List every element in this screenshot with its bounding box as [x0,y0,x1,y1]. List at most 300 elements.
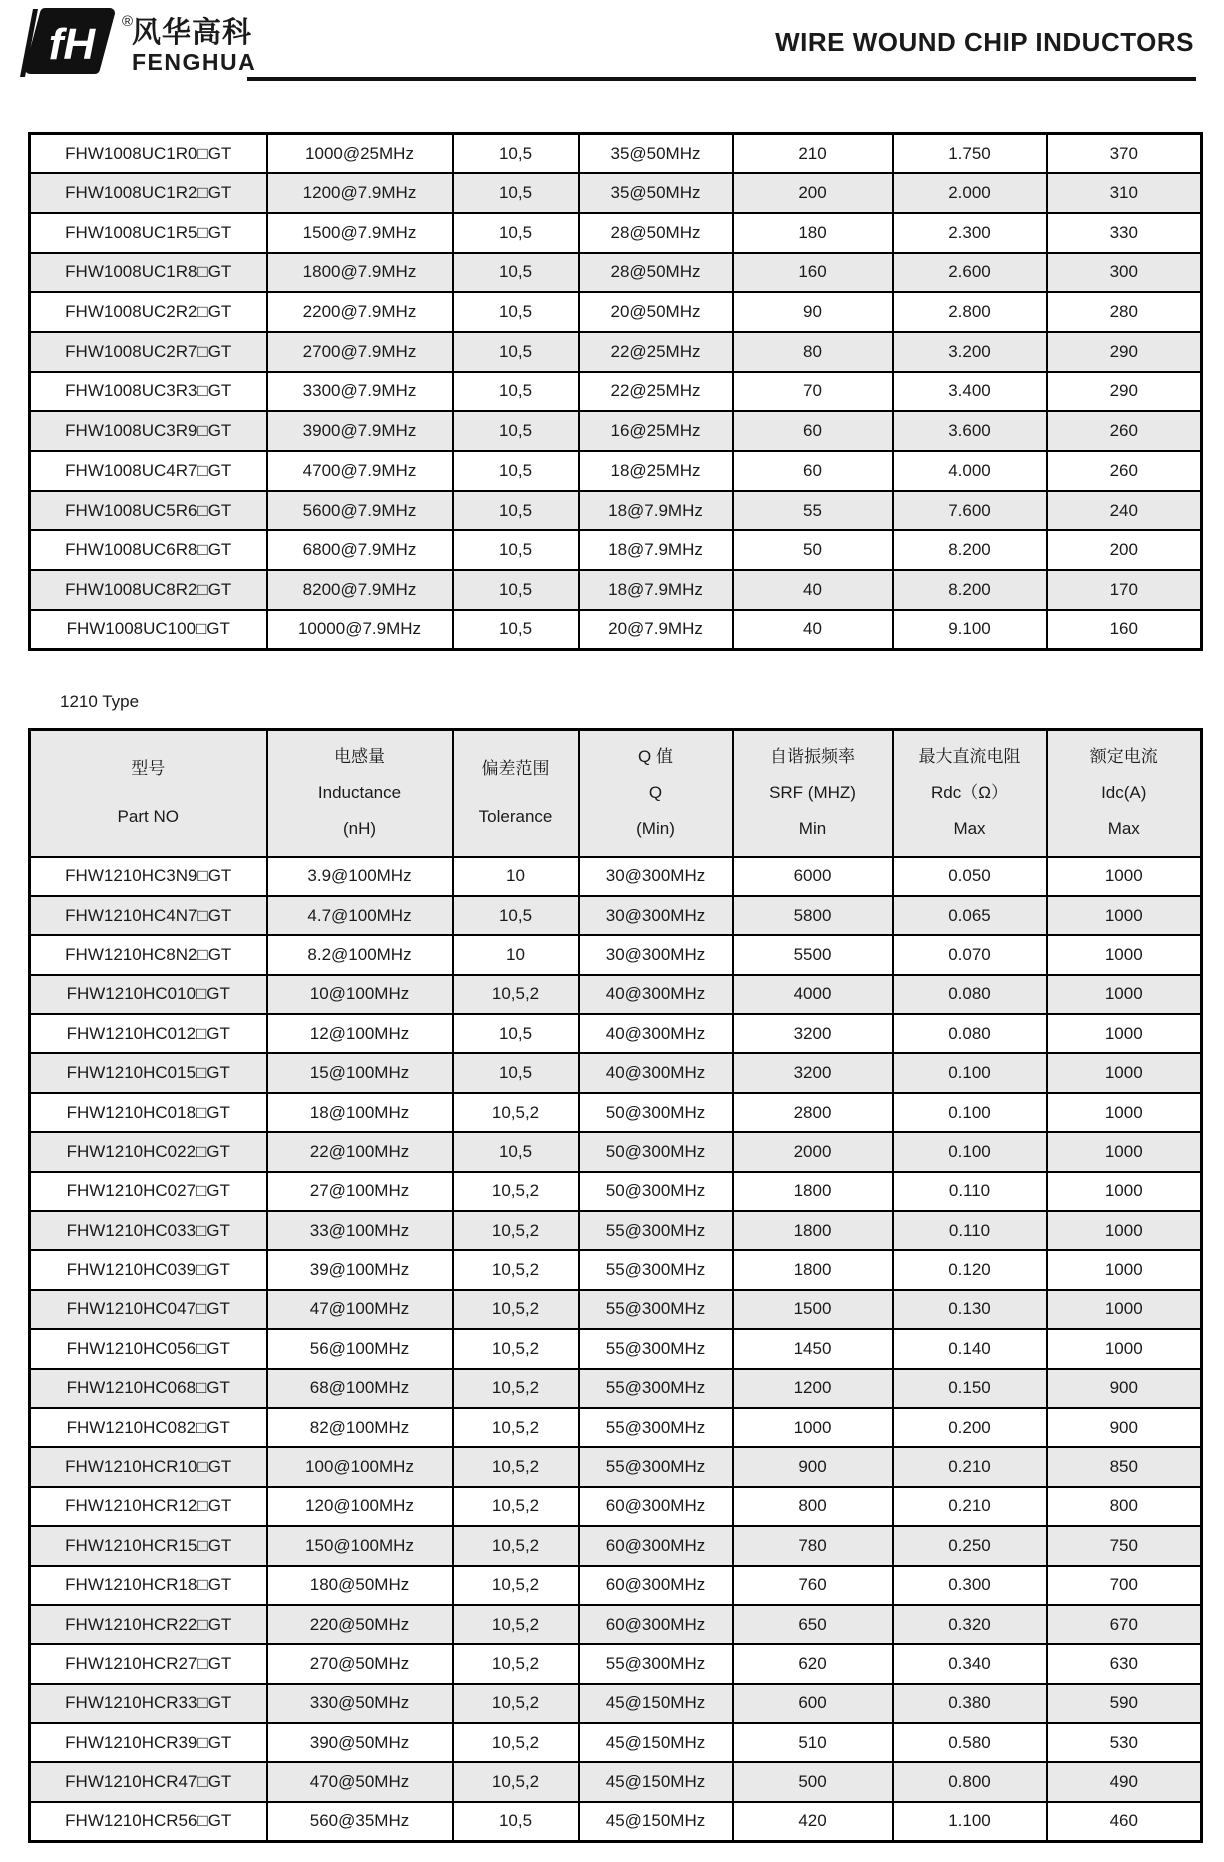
cell-col5: 6000 [733,857,893,896]
column-header-line: Inductance [317,783,402,803]
cell-col2: 100@100MHz [267,1447,453,1486]
cell-col6: 0.100 [893,1132,1047,1171]
cell-col6: 4.000 [893,451,1047,491]
cell-col2: 12@100MHz [267,1014,453,1053]
cell-col7: 900 [1047,1369,1202,1408]
cell-col2: 47@100MHz [267,1290,453,1329]
cell-col1: FHW1210HCR33□GT [30,1684,267,1723]
cell-col2: 18@100MHz [267,1093,453,1132]
cell-col7: 260 [1047,451,1202,491]
cell-col4: 40@300MHz [579,975,733,1014]
cell-col5: 50 [733,530,893,570]
table-1210-body [30,857,1202,1842]
cell-col4: 60@300MHz [579,1487,733,1526]
cell-col1: FHW1008UC4R7□GT [30,451,267,491]
column-header-line: 最大直流电阻 [918,747,1021,767]
cell-col5: 1500 [733,1290,893,1329]
cell-col3: 10,5 [453,570,579,610]
column-header-line: Max [953,818,986,838]
table-row [30,253,1202,293]
cell-col2: 10000@7.9MHz [267,610,453,650]
cell-col4: 45@150MHz [579,1684,733,1723]
cell-col5: 1800 [733,1250,893,1289]
cell-col6: 2.600 [893,253,1047,293]
cell-col7: 800 [1047,1487,1202,1526]
column-header-line: Min [798,818,827,838]
cell-col5: 2000 [733,1132,893,1171]
cell-col3: 10,5,2 [453,1329,579,1368]
table-row [30,1290,1202,1329]
cell-col2: 180@50MHz [267,1566,453,1605]
cell-col6: 0.210 [893,1487,1047,1526]
cell-col3: 10,5,2 [453,1369,579,1408]
cell-col3: 10,5,2 [453,1211,579,1250]
cell-col7: 590 [1047,1684,1202,1723]
registered-trademark-icon: ® [122,13,134,30]
column-header-line: 自谐振频率 [770,747,855,767]
cell-col6: 0.150 [893,1369,1047,1408]
table-row [30,1408,1202,1447]
cell-col3: 10,5,2 [453,1487,579,1526]
cell-col3: 10,5,2 [453,1447,579,1486]
cell-col5: 500 [733,1762,893,1801]
table-row [30,1644,1202,1683]
cell-col5: 510 [733,1723,893,1762]
cell-col6: 0.210 [893,1447,1047,1486]
cell-col3: 10,5 [453,134,579,174]
cell-col3: 10,5,2 [453,1762,579,1801]
cell-col4: 60@300MHz [579,1526,733,1565]
cell-col7: 290 [1047,332,1202,372]
table-1210-header-row [30,730,1202,857]
cell-col1: FHW1210HC4N7□GT [30,896,267,935]
column-header-line: 电感量 [334,747,385,767]
cell-col5: 40 [733,610,893,650]
cell-col1: FHW1210HCR22□GT [30,1605,267,1644]
cell-col2: 8200@7.9MHz [267,570,453,610]
cell-col1: FHW1008UC2R2□GT [30,292,267,332]
cell-col2: 8.2@100MHz [267,935,453,974]
cell-col3: 10,5 [453,451,579,491]
table-row [30,451,1202,491]
table-row [30,134,1202,174]
cell-col7: 630 [1047,1644,1202,1683]
cell-col2: 560@35MHz [267,1802,453,1841]
cell-col4: 55@300MHz [579,1250,733,1289]
cell-col4: 40@300MHz [579,1053,733,1092]
cell-col5: 3200 [733,1053,893,1092]
cell-col6: 0.110 [893,1172,1047,1211]
cell-col2: 150@100MHz [267,1526,453,1565]
cell-col6: 0.110 [893,1211,1047,1250]
cell-col3: 10,5 [453,253,579,293]
cell-col2: 470@50MHz [267,1762,453,1801]
cell-col7: 750 [1047,1526,1202,1565]
table-row [30,935,1202,974]
cell-col4: 45@150MHz [579,1802,733,1841]
cell-col7: 310 [1047,173,1202,213]
cell-col4: 60@300MHz [579,1605,733,1644]
column-header-line: Max [1107,818,1140,838]
table-1008-body [30,134,1202,650]
table-row [30,411,1202,451]
column-header-4 [579,730,733,857]
cell-col2: 3900@7.9MHz [267,411,453,451]
cell-col7: 670 [1047,1605,1202,1644]
column-header-line: Idc(A) [1101,783,1147,803]
table-row [30,1605,1202,1644]
cell-col4: 18@7.9MHz [579,570,733,610]
cell-col5: 4000 [733,975,893,1014]
cell-col1: FHW1210HC015□GT [30,1053,267,1092]
cell-col7: 1000 [1047,935,1202,974]
cell-col7: 240 [1047,491,1202,531]
cell-col6: 0.140 [893,1329,1047,1368]
cell-col3: 10,5 [453,610,579,650]
cell-col5: 1800 [733,1172,893,1211]
cell-col7: 850 [1047,1447,1202,1486]
table-row [30,1093,1202,1132]
cell-col1: FHW1008UC1R0□GT [30,134,267,174]
cell-col6: 0.130 [893,1290,1047,1329]
cell-col2: 2700@7.9MHz [267,332,453,372]
column-header-line: Q 值 [638,747,673,767]
cell-col2: 39@100MHz [267,1250,453,1289]
cell-col2: 4.7@100MHz [267,896,453,935]
cell-col2: 2200@7.9MHz [267,292,453,332]
cell-col6: 0.200 [893,1408,1047,1447]
cell-col6: 2.300 [893,213,1047,253]
page-title: WIRE WOUND CHIP INDUCTORS [775,27,1194,57]
column-header-line: 型号 [131,759,166,779]
cell-col4: 35@50MHz [579,173,733,213]
cell-col7: 160 [1047,610,1202,650]
table-row [30,1447,1202,1486]
cell-col5: 780 [733,1526,893,1565]
cell-col4: 55@300MHz [579,1447,733,1486]
cell-col5: 420 [733,1802,893,1841]
cell-col4: 50@300MHz [579,1093,733,1132]
table-row [30,1250,1202,1289]
cell-col1: FHW1008UC1R8□GT [30,253,267,293]
cell-col1: FHW1210HCR56□GT [30,1802,267,1841]
cell-col2: 1000@25MHz [267,134,453,174]
table-row [30,1053,1202,1092]
table-1008uc-series [28,132,1203,651]
cell-col1: FHW1210HC3N9□GT [30,857,267,896]
cell-col1: FHW1008UC8R2□GT [30,570,267,610]
cell-col5: 5500 [733,935,893,974]
cell-col7: 1000 [1047,1211,1202,1250]
cell-col2: 270@50MHz [267,1644,453,1683]
cell-col5: 80 [733,332,893,372]
cell-col2: 4700@7.9MHz [267,451,453,491]
cell-col5: 210 [733,134,893,174]
cell-col7: 260 [1047,411,1202,451]
cell-col1: FHW1008UC1R5□GT [30,213,267,253]
cell-col1: FHW1210HCR27□GT [30,1644,267,1683]
cell-col1: FHW1210HC027□GT [30,1172,267,1211]
table-row [30,610,1202,650]
cell-col7: 1000 [1047,1290,1202,1329]
cell-col6: 0.050 [893,857,1047,896]
cell-col1: FHW1210HC082□GT [30,1408,267,1447]
table-row [30,372,1202,412]
cell-col5: 620 [733,1644,893,1683]
cell-col1: FHW1210HCR39□GT [30,1723,267,1762]
table-row [30,173,1202,213]
cell-col5: 90 [733,292,893,332]
cell-col2: 10@100MHz [267,975,453,1014]
cell-col4: 50@300MHz [579,1132,733,1171]
cell-col5: 200 [733,173,893,213]
cell-col4: 22@25MHz [579,332,733,372]
cell-col1: FHW1008UC5R6□GT [30,491,267,531]
table-row [30,1329,1202,1368]
column-header-2 [267,730,453,857]
column-header-6 [893,730,1047,857]
cell-col6: 7.600 [893,491,1047,531]
cell-col4: 55@300MHz [579,1329,733,1368]
cell-col7: 300 [1047,253,1202,293]
cell-col3: 10,5 [453,530,579,570]
cell-col5: 160 [733,253,893,293]
cell-col3: 10,5,2 [453,975,579,1014]
column-header-7 [1047,730,1202,857]
cell-col1: FHW1210HC022□GT [30,1132,267,1171]
cell-col5: 60 [733,411,893,451]
cell-col7: 1000 [1047,1172,1202,1211]
cell-col3: 10,5,2 [453,1093,579,1132]
cell-col7: 370 [1047,134,1202,174]
table-row [30,491,1202,531]
header-divider [247,77,1196,81]
cell-col1: FHW1008UC1R2□GT [30,173,267,213]
cell-col3: 10,5 [453,491,579,531]
cell-col1: FHW1210HC010□GT [30,975,267,1014]
cell-col1: FHW1008UC2R7□GT [30,332,267,372]
cell-col1: FHW1210HC018□GT [30,1093,267,1132]
cell-col4: 20@7.9MHz [579,610,733,650]
cell-col4: 30@300MHz [579,935,733,974]
cell-col5: 60 [733,451,893,491]
cell-col2: 390@50MHz [267,1723,453,1762]
cell-col6: 0.250 [893,1526,1047,1565]
table-row [30,1014,1202,1053]
cell-col3: 10,5 [453,213,579,253]
column-header-1 [30,730,267,857]
table-row [30,332,1202,372]
cell-col6: 0.070 [893,935,1047,974]
cell-col2: 82@100MHz [267,1408,453,1447]
table-row [30,1566,1202,1605]
column-header-line: SRF (MHZ) [769,783,856,803]
cell-col2: 3.9@100MHz [267,857,453,896]
cell-col6: 1.750 [893,134,1047,174]
logo-text [132,6,256,74]
cell-col2: 15@100MHz [267,1053,453,1092]
cell-col4: 20@50MHz [579,292,733,332]
cell-col7: 490 [1047,1762,1202,1801]
cell-col3: 10 [453,935,579,974]
cell-col6: 0.120 [893,1250,1047,1289]
cell-col5: 1800 [733,1211,893,1250]
cell-col1: FHW1210HC047□GT [30,1290,267,1329]
cell-col3: 10,5,2 [453,1526,579,1565]
company-name-cn: 风华高科 [132,17,253,49]
cell-col7: 900 [1047,1408,1202,1447]
cell-col2: 220@50MHz [267,1605,453,1644]
cell-col6: 2.800 [893,292,1047,332]
column-header-line: Tolerance [478,806,553,826]
cell-col4: 60@300MHz [579,1566,733,1605]
cell-col1: FHW1210HCR12□GT [30,1487,267,1526]
cell-col6: 0.080 [893,975,1047,1014]
cell-col7: 1000 [1047,1053,1202,1092]
cell-col4: 28@50MHz [579,253,733,293]
cell-col3: 10,5 [453,173,579,213]
cell-col6: 8.200 [893,530,1047,570]
cell-col5: 1000 [733,1408,893,1447]
table-row [30,1487,1202,1526]
cell-col4: 40@300MHz [579,1014,733,1053]
table-row [30,1684,1202,1723]
cell-col7: 1000 [1047,1132,1202,1171]
cell-col7: 1000 [1047,1014,1202,1053]
cell-col4: 55@300MHz [579,1369,733,1408]
cell-col5: 900 [733,1447,893,1486]
cell-col4: 45@150MHz [579,1723,733,1762]
cell-col6: 3.600 [893,411,1047,451]
cell-col7: 530 [1047,1723,1202,1762]
cell-col7: 460 [1047,1802,1202,1841]
logo-mark-letters: fH [48,20,96,69]
cell-col6: 0.065 [893,896,1047,935]
cell-col7: 700 [1047,1566,1202,1605]
cell-col7: 1000 [1047,896,1202,935]
cell-col5: 2800 [733,1093,893,1132]
cell-col1: FHW1210HC033□GT [30,1211,267,1250]
cell-col7: 1000 [1047,1250,1202,1289]
cell-col6: 9.100 [893,610,1047,650]
cell-col4: 22@25MHz [579,372,733,412]
cell-col4: 18@7.9MHz [579,530,733,570]
table-row [30,1369,1202,1408]
cell-col1: FHW1210HC056□GT [30,1329,267,1368]
cell-col3: 10,5,2 [453,1566,579,1605]
cell-col3: 10,5,2 [453,1605,579,1644]
cell-col6: 0.580 [893,1723,1047,1762]
table-row [30,1211,1202,1250]
cell-col5: 1450 [733,1329,893,1368]
cell-col6: 2.000 [893,173,1047,213]
table-1210-header [30,730,1202,857]
cell-col2: 1500@7.9MHz [267,213,453,253]
cell-col7: 1000 [1047,1329,1202,1368]
column-header-line: (Min) [636,818,675,838]
table-row [30,1802,1202,1841]
column-header-line: Q [648,783,663,803]
cell-col2: 22@100MHz [267,1132,453,1171]
section-label-1210-type: 1210 Type [60,692,140,711]
cell-col4: 28@50MHz [579,213,733,253]
cell-col4: 55@300MHz [579,1644,733,1683]
cell-col1: FHW1210HC068□GT [30,1369,267,1408]
cell-col7: 1000 [1047,975,1202,1014]
cell-col3: 10,5,2 [453,1250,579,1289]
cell-col1: FHW1210HC8N2□GT [30,935,267,974]
table-row [30,975,1202,1014]
cell-col6: 0.300 [893,1566,1047,1605]
cell-col4: 18@25MHz [579,451,733,491]
cell-col6: 0.380 [893,1684,1047,1723]
cell-col3: 10,5,2 [453,1290,579,1329]
cell-col2: 120@100MHz [267,1487,453,1526]
cell-col6: 0.080 [893,1014,1047,1053]
cell-col1: FHW1210HCR18□GT [30,1566,267,1605]
table-1210hc-series [28,728,1203,1843]
cell-col6: 3.200 [893,332,1047,372]
table-row [30,896,1202,935]
cell-col3: 10 [453,857,579,896]
cell-col6: 1.100 [893,1802,1047,1841]
cell-col3: 10,5,2 [453,1723,579,1762]
cell-col1: FHW1210HCR10□GT [30,1447,267,1486]
cell-col2: 3300@7.9MHz [267,372,453,412]
cell-col2: 33@100MHz [267,1211,453,1250]
table-row [30,1762,1202,1801]
cell-col3: 10,5 [453,1132,579,1171]
cell-col5: 180 [733,213,893,253]
cell-col1: FHW1008UC6R8□GT [30,530,267,570]
cell-col3: 10,5 [453,896,579,935]
column-header-5 [733,730,893,857]
column-header-3 [453,730,579,857]
cell-col4: 30@300MHz [579,857,733,896]
table-row [30,213,1202,253]
cell-col5: 40 [733,570,893,610]
cell-col7: 1000 [1047,1093,1202,1132]
cell-col4: 16@25MHz [579,411,733,451]
column-header-line: 偏差范围 [481,759,550,779]
cell-col6: 0.800 [893,1762,1047,1801]
company-name-en: FENGHUA [132,48,257,75]
cell-col2: 56@100MHz [267,1329,453,1368]
cell-col1: FHW1008UC100□GT [30,610,267,650]
cell-col3: 10,5,2 [453,1172,579,1211]
cell-col3: 10,5 [453,1014,579,1053]
column-header-line: Rdc（Ω） [931,783,1008,803]
cell-col2: 1200@7.9MHz [267,173,453,213]
table-row [30,1132,1202,1171]
cell-col5: 55 [733,491,893,531]
cell-col4: 45@150MHz [579,1762,733,1801]
table-row [30,1172,1202,1211]
cell-col6: 3.400 [893,372,1047,412]
cell-col3: 10,5 [453,292,579,332]
cell-col4: 30@300MHz [579,896,733,935]
table-row [30,530,1202,570]
cell-col1: FHW1210HC012□GT [30,1014,267,1053]
fenghua-logo-icon [18,6,134,80]
cell-col2: 5600@7.9MHz [267,491,453,531]
fenghua-logo [18,6,256,80]
cell-col1: FHW1210HCR47□GT [30,1762,267,1801]
cell-col3: 10,5 [453,1053,579,1092]
cell-col5: 5800 [733,896,893,935]
cell-col1: FHW1008UC3R9□GT [30,411,267,451]
cell-col2: 6800@7.9MHz [267,530,453,570]
